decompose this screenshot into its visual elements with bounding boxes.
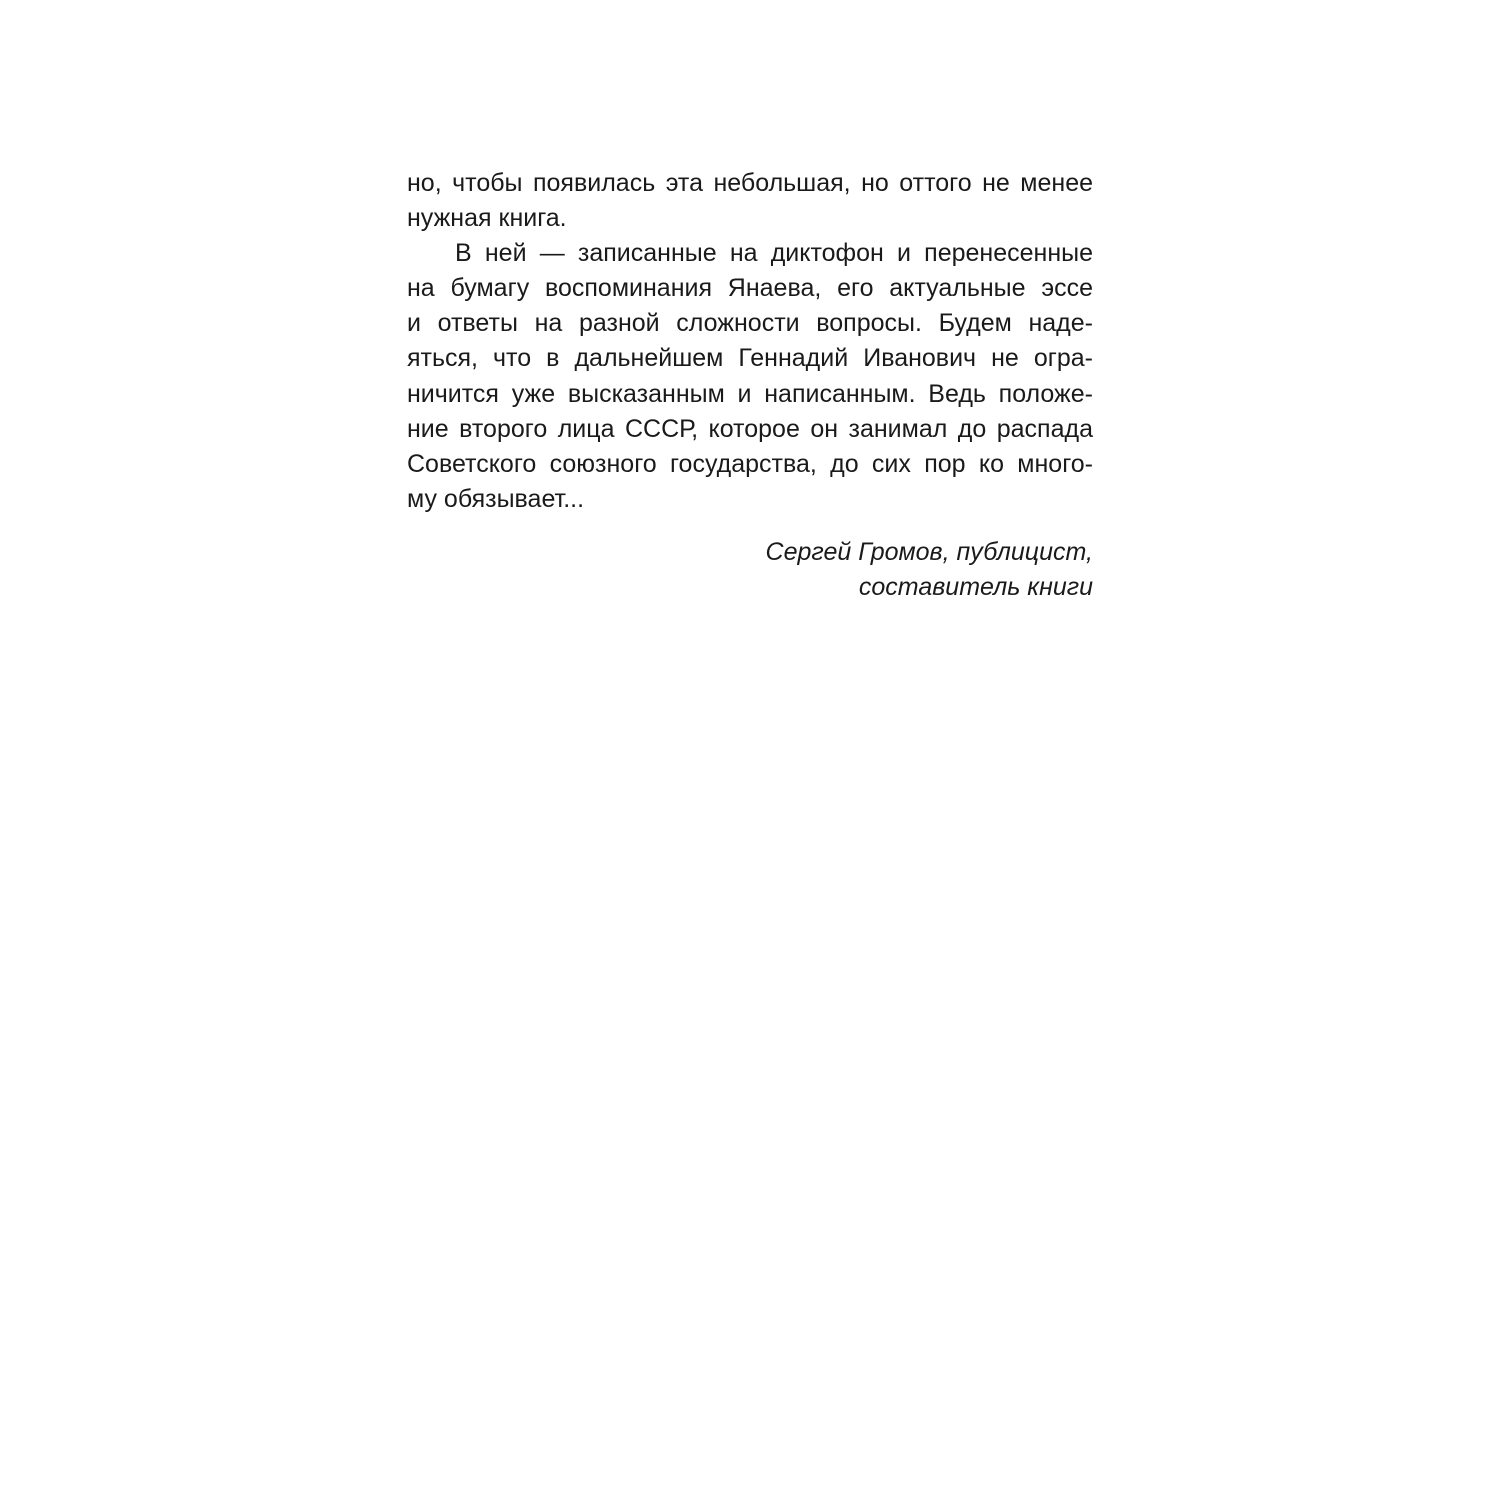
signature-line: составитель книги: [858, 573, 1093, 602]
text-line: нужная книга.: [407, 204, 567, 233]
text-line: на бумагу воспоминания Янаева, его актуальные эссе: [407, 274, 1093, 303]
text-line: и ответы на разной сложности вопросы. Будем наде-: [407, 309, 1093, 338]
author-signature: [407, 535, 1093, 605]
text-line: ничится уже высказанным и написанным. Ведь положе-: [407, 379, 1093, 408]
signature-line: Сергей Громов, публицист,: [765, 537, 1093, 566]
text-line: ние второго лица СССР, которое он занимал до распада: [407, 414, 1093, 443]
text-line: но, чтобы появилась эта небольшая, но оттого не менее: [407, 169, 1093, 197]
text-line: Советского союзного государства, до сих пор ко много-: [407, 449, 1093, 478]
page-body: [407, 166, 1093, 605]
text-line: му обязывает...: [407, 484, 585, 513]
text-line: В ней — записанные на диктофон и перенесенные: [455, 239, 1093, 268]
text-line: яться, что в дальнейшем Геннадий Иванович не огра-: [407, 344, 1093, 373]
paragraph-1: [407, 166, 1093, 236]
paragraph-2: [407, 236, 1093, 517]
